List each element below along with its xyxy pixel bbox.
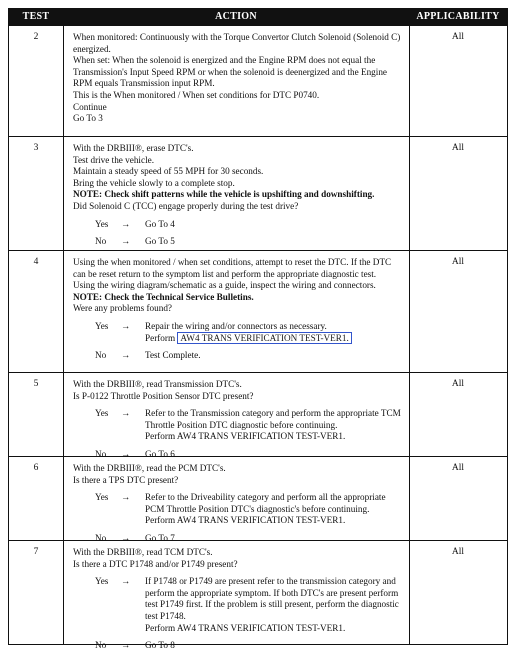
option-label: No xyxy=(95,532,107,543)
option-label: Yes xyxy=(95,492,109,503)
question-text: Were any problems found? xyxy=(73,303,173,314)
arrow-icon: → xyxy=(121,236,131,247)
action-line: Is P-0122 Throttle Position Sensor DTC present? xyxy=(73,390,254,401)
action-line: Test drive the vehicle. xyxy=(73,154,154,165)
header-action: ACTION xyxy=(215,11,257,22)
arrow-icon: → xyxy=(121,576,131,587)
option-label: No xyxy=(95,350,107,361)
option-yes xyxy=(73,219,405,231)
option-text: Go To 5 xyxy=(145,236,175,247)
test-number: 7 xyxy=(33,547,39,557)
option-no xyxy=(73,236,405,248)
test-number: 3 xyxy=(33,143,39,153)
action-line: Maintain a steady speed of 55 MPH for 30 seconds. xyxy=(73,166,264,177)
header-applicability: APPLICABILITY xyxy=(416,11,500,22)
arrow-icon: → xyxy=(121,640,131,651)
applicability-value: All xyxy=(451,32,465,42)
action-cell xyxy=(73,547,405,652)
table-row xyxy=(9,457,507,541)
perform-line xyxy=(145,333,405,345)
test-number: 2 xyxy=(33,32,39,42)
option-text: Go To 7 xyxy=(145,532,175,543)
note-text: NOTE: Check shift patterns while the vehicle is upshifting and downshifting. xyxy=(73,189,375,200)
action-line: With the DRBIII®, erase DTC's. xyxy=(73,143,194,153)
test-number: 5 xyxy=(33,379,39,389)
action-cell xyxy=(73,143,405,248)
option-text: Go To 4 xyxy=(145,218,175,229)
arrow-icon: → xyxy=(121,448,131,459)
action-line: Bring the vehicle slowly to a complete stop. xyxy=(73,177,235,188)
option-text-line: Repair the wiring and/or connectors as necessary. xyxy=(145,320,327,331)
diagnostic-table xyxy=(8,8,508,651)
applicability-value: All xyxy=(451,143,465,153)
test-number: 6 xyxy=(33,463,39,473)
header-test: TEST xyxy=(22,11,50,22)
applicability-value: All xyxy=(451,257,465,267)
option-text xyxy=(145,321,405,344)
action-cell xyxy=(73,463,405,545)
action-cell xyxy=(73,379,405,461)
table-row xyxy=(9,373,507,457)
action-line: With the DRBIII®, read Transmission DTC's. xyxy=(73,379,242,389)
note-text: NOTE: Check the Technical Service Bulletins. xyxy=(73,291,254,302)
option-text: Test Complete. xyxy=(145,350,201,361)
action-line: Is there a TPS DTC present? xyxy=(73,474,179,485)
option-label: Yes xyxy=(95,408,109,419)
option-yes xyxy=(73,576,405,634)
option-text: Go To 6 xyxy=(145,448,175,459)
table-row xyxy=(9,251,507,373)
perform-label: Perform xyxy=(145,332,176,343)
continue-label: Continue xyxy=(73,101,107,112)
action-line: This is the When monitored / When set conditions for DTC P0740. xyxy=(73,89,320,100)
applicability-value: All xyxy=(451,463,465,473)
action-line: When monitored: Continuously with the Torque Convertor Clutch Solenoid (Solenoid C) energized. xyxy=(73,32,401,54)
table-row xyxy=(9,26,507,137)
option-label: Yes xyxy=(95,576,109,587)
action-line: When set: When the solenoid is energized and the Engine RPM does not equal the Transmission's Input Speed RPM or when the solenoid is deenergized and the Engine RPM equals Transmission input RPM. xyxy=(73,55,387,89)
table-row xyxy=(9,137,507,251)
arrow-icon: → xyxy=(121,350,131,361)
option-label: Yes xyxy=(95,218,109,229)
applicability-value: All xyxy=(451,379,465,389)
action-line: Is there a DTC P1748 and/or P1749 present? xyxy=(73,558,238,569)
table-row xyxy=(9,541,507,651)
question-text: Did Solenoid C (TCC) engage properly during the test drive? xyxy=(73,200,299,211)
option-label: No xyxy=(95,236,107,247)
test-number: 4 xyxy=(33,257,39,267)
option-text: Refer to the Transmission category and perform the appropriate TCM Throttle Position DTC diagnostic before continuing. Perform AW4 TRANS VERIFICATION TEST-VER1. xyxy=(145,408,401,442)
option-label: No xyxy=(95,448,107,459)
option-text: If P1748 or P1749 are present refer to the transmission category and perform the appropriate symptom. If both DTC's are present perform test P1749 first. If the problem is still present, perform the diagnostic test P1748. Perform AW4 TRANS VERIFICATION TEST-VER1. xyxy=(145,576,399,633)
action-line: With the DRBIII®, read TCM DTC's. xyxy=(73,547,213,557)
arrow-icon: → xyxy=(121,320,131,331)
action-cell xyxy=(73,257,405,362)
option-no xyxy=(73,640,405,652)
action-line: Using the wiring diagram/schematic as a guide, inspect the wiring and connectors. xyxy=(73,280,376,291)
goto-step: Go To 3 xyxy=(73,113,103,124)
option-text: Go To 8 xyxy=(145,640,175,651)
table-header xyxy=(9,9,507,26)
arrow-icon: → xyxy=(121,408,131,419)
action-line: With the DRBIII®, read the PCM DTC's. xyxy=(73,463,226,473)
arrow-icon: → xyxy=(121,532,131,543)
action-cell xyxy=(73,32,405,125)
verification-test-link[interactable]: AW4 TRANS VERIFICATION TEST-VER1. xyxy=(177,332,351,344)
option-label: No xyxy=(95,640,107,651)
option-text: Refer to the Driveability category and perform all the appropriate PCM Throttle Position DTC's diagnostic's before continuing. Perform AW4 TRANS VERIFICATION TEST-VER1. xyxy=(145,492,386,526)
option-no xyxy=(73,350,405,362)
option-label: Yes xyxy=(95,320,109,331)
arrow-icon: → xyxy=(121,218,131,229)
option-yes xyxy=(73,321,405,344)
action-line: Using the when monitored / when set conditions, attempt to reset the DTC. If the DTC can be reset return to the symptom list and perform the appropriate diagnostic test. xyxy=(73,257,392,279)
option-yes xyxy=(73,408,405,443)
option-yes xyxy=(73,492,405,527)
arrow-icon: → xyxy=(121,492,131,503)
applicability-value: All xyxy=(451,547,465,557)
